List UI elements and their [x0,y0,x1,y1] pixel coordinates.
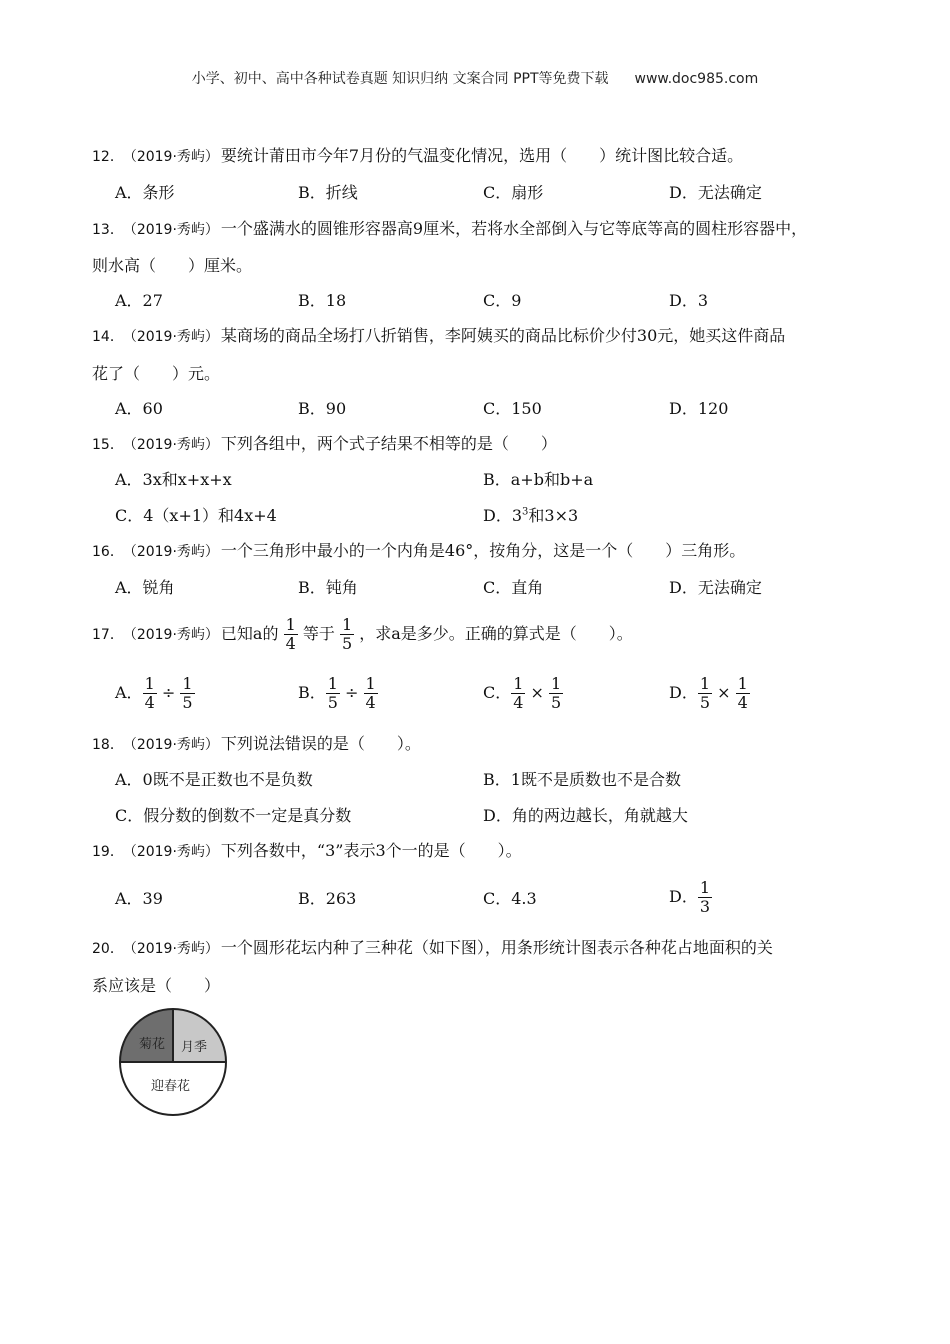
pie-label-yueji: 月季 [181,1040,208,1055]
question-source: （2019·秀屿） [129,627,219,643]
power-base: 3 [511,506,523,525]
question-16 [92,541,882,562]
q12-option-c[interactable]: C．扇形 [483,183,544,202]
question-number: 16． [92,544,124,560]
q17-option-b[interactable]: B． $\frac{1}{5}$ ÷ $\frac{1}{4}$ [298,674,376,712]
q19-option-c[interactable]: C．4.3 [483,889,537,908]
question-source: （2019·秀屿） [129,544,219,560]
q19-option-b[interactable]: B．263 [298,889,357,908]
question-15 [92,434,882,455]
q16-option-c[interactable]: C．直角 [483,578,544,597]
question-number: 15． [92,437,124,453]
q17-option-a[interactable]: A． $\frac{1}{4}$ ÷ $\frac{1}{5}$ [115,674,193,712]
question-source: （2019·秀屿） [129,437,219,453]
q13-option-c[interactable]: C．9 [483,291,522,310]
question-19 [92,841,882,862]
q14-option-a[interactable]: A．60 [115,399,163,418]
question-text-part3: ，求a是多少。正确的算式是（ ）。 [359,624,633,643]
option-text: 和3×3 [528,506,579,525]
question-text-part1: 已知a的 [220,624,279,643]
question-17 [92,614,882,655]
q12-option-b[interactable]: B．折线 [298,183,358,202]
question-14 [92,326,882,347]
question-20 [92,938,882,959]
question-number: 19． [92,844,124,860]
q17-option-d[interactable]: D． $\frac{1}{5}$ × $\frac{1}{4}$ [669,674,748,712]
q19-option-d[interactable]: D． $\frac{1}{3}$ [669,878,711,916]
header-text: 小学、初中、高中各种试卷真题 知识归纳 文案合同 PPT等免费下载 [191,71,609,87]
q18-option-a[interactable]: A．0既不是正数也不是负数 [115,770,313,789]
q15-option-d[interactable] [483,506,578,526]
question-18 [92,734,882,755]
q18-option-b[interactable]: B．1既不是质数也不是合数 [483,770,681,789]
question-source: （2019·秀屿） [129,222,219,238]
question-14-cont: 花了（ ）元。 [92,364,221,383]
question-source: （2019·秀屿） [129,941,219,957]
q14-option-c[interactable]: C．150 [483,399,542,418]
pie-label-yingchun: 迎春花 [151,1079,191,1094]
q16-option-a[interactable]: A．锐角 [115,578,175,597]
q19-option-a[interactable]: A．39 [115,889,163,908]
q14-option-b[interactable]: B．90 [298,399,347,418]
q12-option-a[interactable]: A．条形 [115,183,175,202]
q18-option-c[interactable]: C．假分数的倒数不一定是真分数 [115,806,352,825]
option-letter: D． [483,506,512,525]
q14-option-d[interactable]: D．120 [669,399,729,418]
q17-option-c[interactable]: C． $\frac{1}{4}$ × $\frac{1}{5}$ [483,674,562,712]
page-header [0,68,950,88]
question-text: 下列各数中，“3”表示3个一的是（ ）。 [220,841,522,860]
question-text: 下列说法错误的是（ ）。 [220,734,421,753]
fraction-one-fifth: $\frac{1}{5}$ [341,615,353,653]
q13-option-a[interactable]: A．27 [115,291,163,310]
question-13-cont: 则水高（ ）厘米。 [92,256,253,275]
q12-option-d[interactable]: D．无法确定 [669,183,762,202]
question-12 [92,146,882,167]
question-number: 18． [92,737,124,753]
question-number: 17． [92,627,124,643]
fraction-one-quarter: $\frac{1}{4}$ [285,615,296,653]
q15-option-a[interactable]: A．3x和x+x+x [115,470,232,489]
question-number: 13． [92,222,124,238]
q18-option-d[interactable]: D．角的两边越长，角就越大 [483,806,688,825]
question-source: （2019·秀屿） [129,149,219,165]
question-source: （2019·秀屿） [129,737,219,753]
header-site: www.doc985.com [634,71,759,87]
question-text-part2: 等于 [302,624,335,643]
question-text-line1: 一个圆形花坛内种了三种花（如下图），用条形统计图表示各种花占地面积的关 [220,938,773,957]
question-text: 下列各组中，两个式子结果不相等的是（ ） [220,434,557,453]
flower-bed-pie [118,1007,228,1117]
question-text: 一个三角形中最小的一个内角是46°，按角分，这是一个（ ）三角形。 [220,541,746,560]
q16-option-b[interactable]: B．钝角 [298,578,358,597]
question-source: （2019·秀屿） [129,844,219,860]
power-exponent: 3 [522,506,529,518]
question-number: 14． [92,329,124,345]
question-13 [92,219,882,240]
q15-option-c[interactable]: C．4（x+1）和4x+4 [115,506,277,525]
pie-label-juhua: 菊花 [139,1037,166,1052]
q13-option-b[interactable]: B．18 [298,291,347,310]
question-source: （2019·秀屿） [129,329,219,345]
question-number: 20． [92,941,124,957]
question-text-line1: 某商场的商品全场打八折销售，李阿姨买的商品比标价少付30元，她买这件商品 [220,326,786,345]
question-20-cont: 系应该是（ ） [92,976,221,995]
question-text-line1: 一个盛满水的圆锥形容器高9厘米，若将水全部倒入与它等底等高的圆柱形容器中， [220,219,808,238]
q13-option-d[interactable]: D．3 [669,291,709,310]
q15-option-b[interactable]: B．a+b和b+a [483,470,594,489]
question-text: 要统计莆田市今年7月份的气温变化情况，选用（ ）统计图比较合适。 [220,146,744,165]
question-number: 12． [92,149,124,165]
q16-option-d[interactable]: D．无法确定 [669,578,762,597]
